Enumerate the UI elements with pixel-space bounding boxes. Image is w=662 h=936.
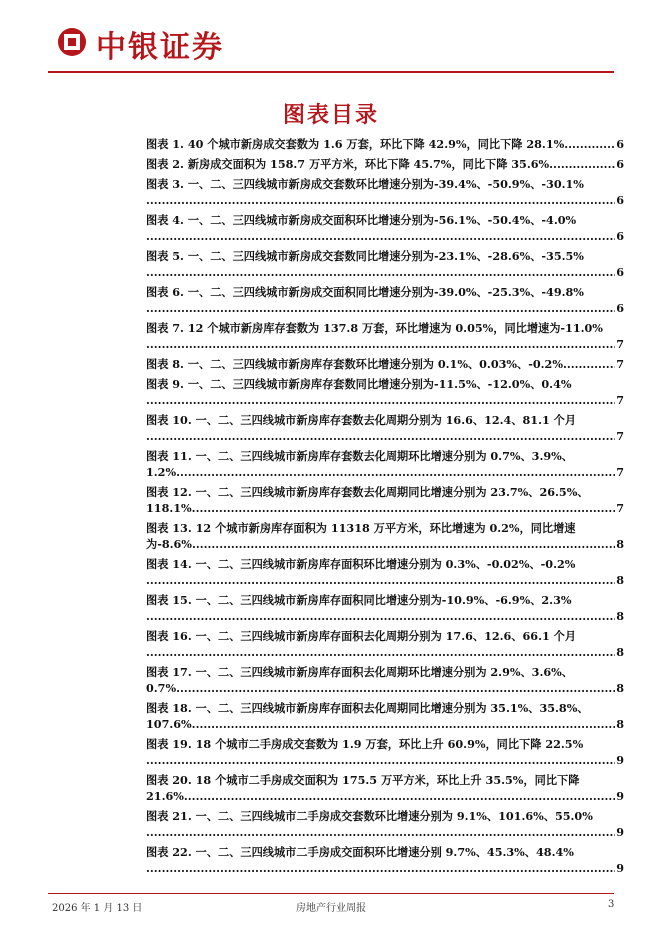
toc-entry[interactable]	[146, 484, 624, 516]
toc-entry[interactable]	[146, 156, 624, 172]
toc-entry[interactable]	[146, 248, 624, 280]
leader-dots	[146, 192, 615, 208]
table-of-figures	[146, 136, 624, 880]
toc-entry-text: 图表 15. 一、二、三四线城市新房库存面积同比增速分别为-10.9%、-6.9%、2.3%	[146, 593, 572, 607]
leader-dots	[146, 428, 615, 444]
toc-page-number: 8	[616, 573, 624, 587]
toc-entry-text-continued: 0.7%	[146, 681, 177, 695]
toc-page-number: 8	[616, 537, 624, 551]
toc-entry-text: 图表 6. 一、二、三四线城市新房成交面积同比增速分别为-39.0%、-25.3%、-49.8%	[146, 285, 584, 299]
toc-entry-text-continued: 118.1%	[146, 501, 192, 515]
toc-entry-text: 图表 22. 一、二、三四线城市二手房成交面积环比增速分别 9.7%、45.3%、48.4%	[146, 845, 574, 859]
footer-date: 2026 年 1 月 13 日	[52, 903, 143, 914]
toc-page-number: 8	[616, 645, 624, 659]
header-divider	[48, 71, 614, 73]
toc-page-number: 9	[616, 789, 624, 803]
footer-page-number: 3	[608, 899, 615, 910]
toc-page-number: 7	[616, 337, 624, 351]
toc-entry-text-continued: 21.6%	[146, 789, 184, 803]
leader-dots	[146, 752, 615, 768]
toc-page-number: 6	[616, 265, 624, 279]
toc-entry-text: 图表 4. 一、二、三四线城市新房成交面积环比增速分别为-56.1%、-50.4%、-4.0%	[146, 213, 577, 227]
toc-entry[interactable]	[146, 556, 624, 588]
toc-entry[interactable]	[146, 520, 624, 552]
toc-entry[interactable]	[146, 356, 624, 372]
toc-entry[interactable]	[146, 212, 624, 244]
toc-entry-text: 图表 11. 一、二、三四线城市新房库存套数去化周期环比增速分别为 0.7%、3.9%、	[146, 449, 573, 463]
toc-entry[interactable]	[146, 700, 624, 732]
leader-dots	[176, 464, 615, 480]
toc-page-number: 9	[616, 753, 624, 767]
toc-entry-text: 图表 16. 一、二、三四线城市新房库存面积去化周期分别为 17.6、12.6、66.1 个月	[146, 629, 577, 643]
toc-page-number: 8	[616, 609, 624, 623]
leader-dots	[192, 536, 615, 552]
leader-dots	[192, 716, 616, 732]
toc-entry[interactable]	[146, 664, 624, 696]
toc-page-number: 6	[616, 137, 624, 151]
leader-dots	[146, 824, 615, 840]
leader-dots	[564, 136, 615, 152]
leader-dots	[549, 156, 615, 172]
toc-page-number: 9	[616, 825, 624, 839]
toc-entry-text: 图表 20. 18 个城市二手房成交面积为 175.5 万平方米，环比上升 35.5%，同比下降	[146, 773, 580, 787]
leader-dots	[146, 644, 615, 660]
footer-divider	[48, 893, 614, 894]
toc-entry[interactable]	[146, 176, 624, 208]
leader-dots	[146, 228, 615, 244]
toc-entry[interactable]	[146, 772, 624, 804]
toc-entry[interactable]	[146, 412, 624, 444]
toc-entry-text: 图表 17. 一、二、三四线城市新房库存面积去化周期环比增速分别为 2.9%、3.6%、	[146, 665, 573, 679]
leader-dots	[192, 500, 616, 516]
toc-page-number: 6	[616, 301, 624, 315]
toc-page-number: 7	[616, 357, 624, 371]
brand-name: 中银证券	[96, 30, 224, 65]
toc-entry-text: 图表 5. 一、二、三四线城市新房成交套数同比增速分别为-23.1%、-28.6%、-35.5%	[146, 249, 584, 263]
leader-dots	[146, 392, 615, 408]
toc-page-number: 7	[616, 465, 624, 479]
toc-page-number: 9	[616, 861, 624, 875]
toc-entry-text: 图表 7. 12 个城市新房库存套数为 137.8 万套，环比增速为 0.05%，同比增速为-11.0%	[146, 321, 603, 335]
toc-entry-text: 图表 1. 40 个城市新房成交套数为 1.6 万套，环比下降 42.9%，同比下降 28.1%	[146, 137, 565, 151]
toc-entry-text: 图表 12. 一、二、三四线城市新房库存套数去化周期同比增速分别为 23.7%、26.5%、	[146, 485, 589, 499]
toc-page-number: 7	[616, 393, 624, 407]
toc-entry-text: 图表 21. 一、二、三四线城市二手房成交套数环比增速分别为 9.1%、101.6%、55.0%	[146, 809, 593, 823]
toc-entry[interactable]	[146, 284, 624, 316]
toc-entry-text: 图表 10. 一、二、三四线城市新房库存套数去化周期分别为 16.6、12.4、81.1 个月	[146, 413, 577, 427]
toc-entry[interactable]	[146, 628, 624, 660]
toc-page-number: 6	[616, 157, 624, 171]
toc-entry[interactable]	[146, 808, 624, 840]
page-header	[0, 0, 662, 78]
footer-report-name: 房地产行业周报	[296, 903, 366, 914]
toc-page-number: 8	[616, 717, 624, 731]
toc-page-number: 7	[616, 501, 624, 515]
toc-entry-text-continued: 107.6%	[146, 717, 192, 731]
toc-page-number: 6	[616, 193, 624, 207]
toc-entry[interactable]	[146, 448, 624, 480]
toc-page-number: 7	[616, 429, 624, 443]
toc-entry-text: 图表 2. 新房成交面积为 158.7 万平方米，环比下降 45.7%，同比下降 35.6%	[146, 157, 550, 171]
leader-dots	[146, 608, 615, 624]
leader-dots	[176, 680, 615, 696]
leader-dots	[146, 264, 615, 280]
leader-dots	[146, 860, 615, 876]
toc-entry-text: 图表 18. 一、二、三四线城市新房库存面积去化周期同比增速分别为 35.1%、35.8%、	[146, 701, 589, 715]
toc-entry[interactable]	[146, 376, 624, 408]
toc-entry[interactable]	[146, 320, 624, 352]
page-title: 图表目录	[282, 103, 379, 128]
leader-dots	[146, 572, 615, 588]
leader-dots	[184, 788, 615, 804]
toc-entry[interactable]	[146, 844, 624, 876]
toc-entry[interactable]	[146, 136, 624, 152]
toc-entry-text: 图表 13. 12 个城市新房库存面积为 11318 万平方米，环比增速为 0.2%，同比增速	[146, 521, 576, 535]
toc-page-number: 6	[616, 229, 624, 243]
toc-entry-text: 图表 14. 一、二、三四线城市新房库存面积环比增速分别为 0.3%、-0.02%、-0.2%	[146, 557, 576, 571]
toc-entry-text: 图表 3. 一、二、三四线城市新房成交套数环比增速分别为-39.4%、-50.9%、-30.1%	[146, 177, 584, 191]
toc-entry-text: 图表 19. 18 个城市二手房成交套数为 1.9 万套，环比上升 60.9%，同比下降 22.5%	[146, 737, 584, 751]
toc-page-number: 8	[616, 681, 624, 695]
toc-entry-text: 图表 9. 一、二、三四线城市新房库存套数同比增速分别为-11.5%、-12.0%、0.4%	[146, 377, 572, 391]
toc-entry[interactable]	[146, 736, 624, 768]
toc-entry-text: 图表 8. 一、二、三四线城市新房库存套数环比增速分别为 0.1%、0.03%、-0.2%	[146, 357, 563, 371]
leader-dots	[563, 356, 615, 372]
toc-entry-text-continued: 为-8.6%	[146, 537, 192, 551]
bank-logo-icon	[58, 28, 86, 56]
toc-entry-text-continued: 1.2%	[146, 465, 177, 479]
leader-dots	[146, 300, 615, 316]
leader-dots	[146, 336, 615, 352]
toc-entry[interactable]	[146, 592, 624, 624]
